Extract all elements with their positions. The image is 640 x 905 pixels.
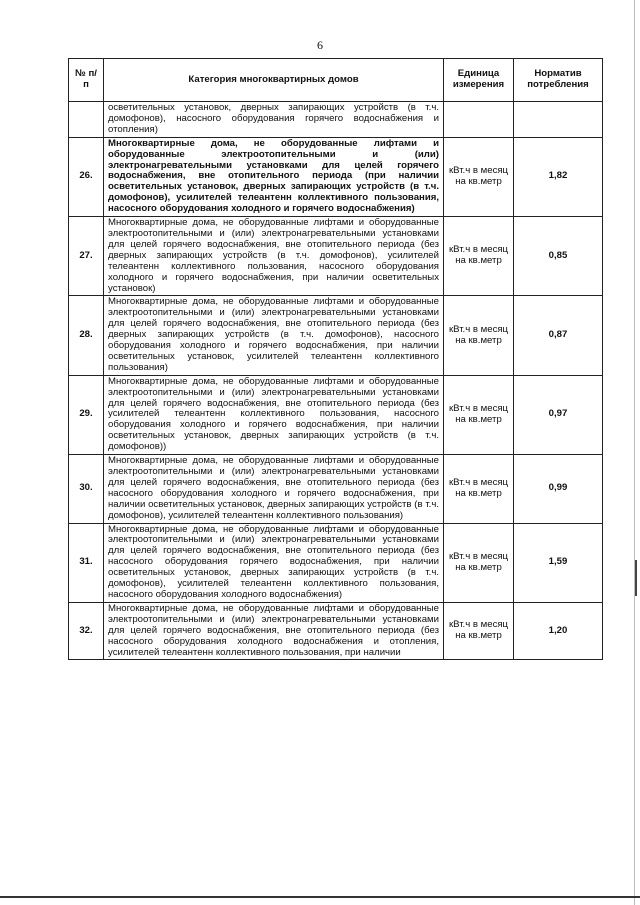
cell-norm: 1,82	[514, 137, 603, 216]
cell-category: Многоквартирные дома, не оборудованные лифтами и оборудованные электроотопительными и (или) электронагревательными установками для целей горячего водоснабжения, вне отопительного периода (без усилителей телеантенн коллективного пользования, насосного оборудования холодного и горячего водоснабжения, при наличии осветительных установок, дверных запирающих устройств (в т.ч. домофонов))	[104, 375, 444, 454]
cell-unit: кВт.ч в месяц на кв.метр	[444, 602, 514, 660]
table-row	[69, 455, 603, 523]
cell-category: Многоквартирные дома, не оборудованные лифтами и оборудованные электроотопительными и (или) электронагревательными установками для целей горячего водоснабжения, вне отопительного периода (без насосного оборудования холодного водоснабжения и отопления, усилителей телеантенн коллективного пользования, при наличии	[104, 602, 444, 660]
header-num: № п/п	[69, 59, 104, 102]
table-header-row	[69, 59, 603, 102]
cell-unit: кВт.ч в месяц на кв.метр	[444, 523, 514, 602]
cell-category: Многоквартирные дома, не оборудованные лифтами и оборудованные электроотопительными и (или) электронагревательными установками для целей горячего водоснабжения, вне отопительного периода (без дверных запирающих устройств (в т.ч. домофонов), насосного оборудования холодного и горячего водоснабжения, при наличии осветительных установок, усилителей телеантенн коллективного пользования)	[104, 296, 444, 375]
cell-num: 26.	[69, 137, 104, 216]
cell-unit	[444, 102, 514, 138]
scan-artifact-mark	[635, 560, 637, 596]
scan-page-edge	[634, 0, 635, 905]
cell-num: 31.	[69, 523, 104, 602]
cell-num: 27.	[69, 217, 104, 296]
header-category: Категория многоквартирных домов	[104, 59, 444, 102]
cell-norm: 1,20	[514, 602, 603, 660]
cell-category: осветительных установок, дверных запирающих устройств (в т.ч. домофонов), насосного оборудования горячего водоснабжения и отопления)	[104, 102, 444, 138]
header-norm: Норматив потребления	[514, 59, 603, 102]
cell-unit: кВт.ч в месяц на кв.метр	[444, 217, 514, 296]
cell-norm: 0,99	[514, 455, 603, 523]
cell-num: 30.	[69, 455, 104, 523]
header-unit: Единица измерения	[444, 59, 514, 102]
cell-num: 32.	[69, 602, 104, 660]
table-row	[69, 375, 603, 454]
cell-category: Многоквартирные дома, не оборудованные лифтами и оборудованные электроотопительными и (или) электронагревательными установками для целей горячего водоснабжения, вне отопительного периода (без насосного оборудования холодного и горячего водоснабжения, при наличии осветительных установок, дверных запирающих устройств (в т.ч. домофонов), усилителей телеантенн коллективного пользования)	[104, 455, 444, 523]
table-row	[69, 602, 603, 660]
cell-norm: 0,97	[514, 375, 603, 454]
table-row	[69, 137, 603, 216]
consumption-norms-table	[68, 58, 603, 660]
cell-unit: кВт.ч в месяц на кв.метр	[444, 296, 514, 375]
cell-norm: 0,85	[514, 217, 603, 296]
cell-num: 29.	[69, 375, 104, 454]
table-row-continuation	[69, 102, 603, 138]
cell-norm	[514, 102, 603, 138]
table-row	[69, 523, 603, 602]
cell-num	[69, 102, 104, 138]
table-row	[69, 296, 603, 375]
cell-unit: кВт.ч в месяц на кв.метр	[444, 455, 514, 523]
cell-unit: кВт.ч в месяц на кв.метр	[444, 137, 514, 216]
cell-category: Многоквартирные дома, не оборудованные лифтами и оборудованные электроотопительными и (или) электронагревательными установками для целей горячего водоснабжения, вне отопительного периода (без насосного оборудования горячего водоснабжения, при наличии осветительных установок, дверных запирающих устройств (в т.ч. домофонов), усилителей телеантенн коллективного пользования, насосного оборудования холодного водоснабжения)	[104, 523, 444, 602]
cell-unit: кВт.ч в месяц на кв.метр	[444, 375, 514, 454]
cell-category: Многоквартирные дома, не оборудованные лифтами и оборудованные электроотопительными и (или) электронагревательными установками для целей горячего водоснабжения, вне отопительного периода (при наличии осветительных установок, дверных запирающих устройств (в т.ч. домофонов), усилителей телеантенн коллективного пользования, насосного оборудования холодного и горячего водоснабжения)	[104, 137, 444, 216]
cell-category: Многоквартирные дома, не оборудованные лифтами и оборудованные электроотопительными и (или) электронагревательными установками для целей горячего водоснабжения, вне отопительного периода (без дверных запирающих устройств (в т.ч. домофонов), усилителей телеантенн коллективного пользования, насосного оборудования холодного и горячего водоснабжения, при наличии осветительных установок)	[104, 217, 444, 296]
cell-norm: 0,87	[514, 296, 603, 375]
scan-bottom-edge	[0, 896, 640, 898]
cell-num: 28.	[69, 296, 104, 375]
cell-norm: 1,59	[514, 523, 603, 602]
table-row	[69, 217, 603, 296]
page-number: 6	[317, 38, 323, 52]
